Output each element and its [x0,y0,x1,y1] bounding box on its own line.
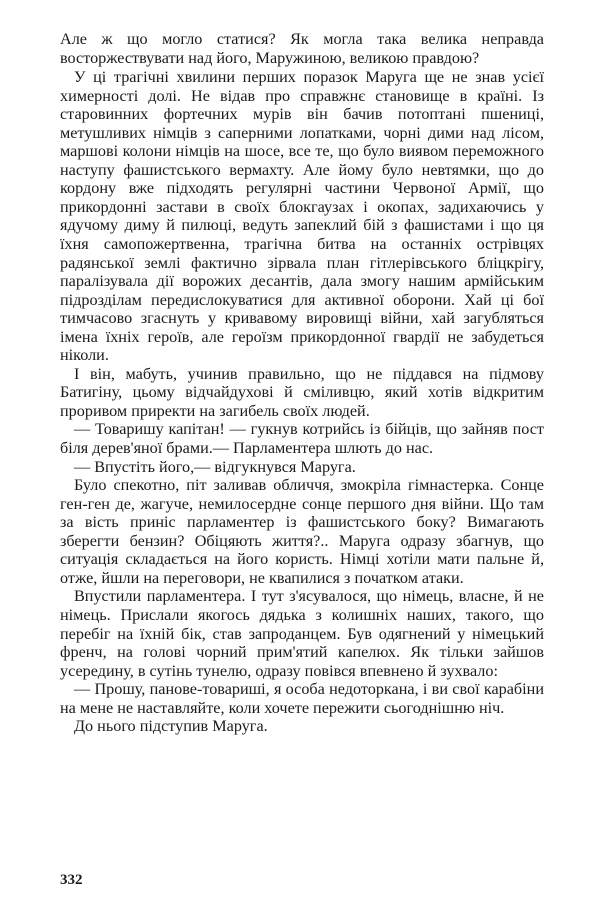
paragraph-2: У ці трагічні хвилини перших поразок Маруга ще не знав усієї химерності долі. Не відав про справжнє становище в країні. Із старовинних фортечних мурів він бачив потоптані пшениці, метушливих німців з саперними лопатками, чорні дими над лісом, маршові колони німців на шосе, все те, що було виявом переможного наступу фашистського вермахту. Але йому було невтямки, що до кордону вже підходять регулярні частини Червоної Армії, що прикордонні застави в своїх блокгаузах і окопах, задихаючись у ядучому диму й пилюці, ведуть запеклий бій з фашистами і що ця їхня самопожертвенна, трагічна битва на останніх острівцях радянської землі фактично зірвала план гітлерівського бліцкрігу, паралізувала дії ворожих десантів, дала змогу нашим армійським підрозділам передислокуватися для активної оборони. Хай ці бої тимчасово згаснуть у кривавому вировищі війни, хай загубляться імена їхніх героїв, але героїзм прикордонної гвардії не забудеться ніколи. [60,68,544,365]
paragraph-1: Але ж що могло статися? Як могла така велика неправда восторжествувати над його, Маружиною, великою правдою? [60,30,544,67]
paragraph-3: І він, мабуть, учинив правильно, що не піддався на підмову Батигіну, цьому відчайдухові й сміливцю, який хотів відкритим проривом приректи на загибель своїх людей. [60,364,544,420]
paragraph-5-dialogue: — Впустіть його,— відгукнувся Маруга. [74,457,356,476]
paragraph-8-dialogue: — Прошу, панове-товариші, я особа недоторкана, і ви свої карабіни на мене не наставляйте, коли хочете пережити сьогоднішню ніч. [60,680,544,717]
body-text [60,30,544,736]
paragraph-6: Було спекотно, піт заливав обличчя, змокріла гімнастерка. Сонце ген-ген де, жагуче, немилосердне сонце першого дня війни. Що там за вість приніс парламентер із фашистського боку? Вимагають зберегти бензин? Обіцяють життя?.. Маруга одразу збагнув, що ситуація складається на його користь. Німці хотіли мати пальне й, отже, йшли на переговори, не квапилися з початком атаки. [60,476,544,587]
paragraph-7: Впустили парламентера. І тут з'ясувалося, що німець, власне, й не німець. Прислали якогось дядька з колишніх наших, такого, що перебіг на їхній бік, став запроданцем. Був одягнений у німецький френч, на голові чорний прим'ятий капелюх. Як тільки зайшов усередину, в сутінь тунелю, одразу повівся впевнено й зухвало: [60,587,544,680]
paragraph-9: До нього підступив Маруга. [74,717,268,736]
paragraph-4-dialogue: — Товаришу капітан! — гукнув котрийсь із бійців, що зайняв пост біля дерев'яної брами.— Парламентера шлють до нас. [60,420,544,458]
page-number: 332 [60,872,83,888]
